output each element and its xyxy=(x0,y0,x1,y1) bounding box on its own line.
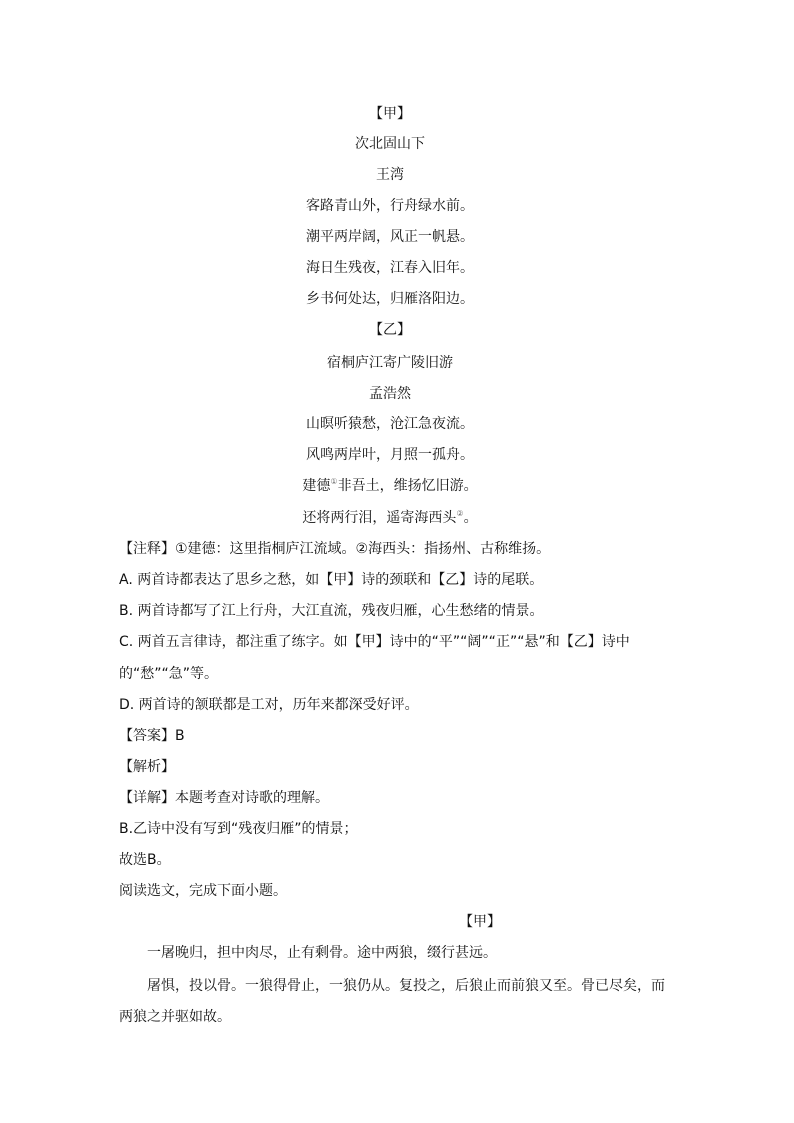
poem-a-title: 次北固山下 xyxy=(355,136,425,152)
reading-instruction: 阅读选文，完成下面小题。 xyxy=(119,883,287,899)
poem-b-line4-post: 。 xyxy=(463,510,478,526)
passage-paragraph-2: 屠惧，投以骨。一狼得骨止，一狼仍从。复投之，后狼止而前狼又至。骨已尽矣，而 xyxy=(147,978,665,994)
answer: 【答案】B xyxy=(119,728,185,744)
poem-b-tag: 【乙】 xyxy=(369,322,411,338)
poem-b-line3-pre: 建德 xyxy=(302,478,331,494)
poem-a-tag: 【甲】 xyxy=(369,106,411,122)
poem-a-line: 客路青山外，行舟绿水前。 xyxy=(306,198,474,214)
poem-a-line: 乡书何处达，归雁洛阳边。 xyxy=(306,291,474,307)
poem-b-line: 山暝听猿愁，沧江急夜流。 xyxy=(306,416,474,432)
poem-b-author: 孟浩然 xyxy=(369,386,411,402)
passage-paragraph-2-continued: 两狼之并驱如故。 xyxy=(119,1009,231,1025)
poem-b-line xyxy=(220,508,560,528)
passage-paragraph-1: 一屠晚归，担中肉尽，止有剩骨。途中两狼，缀行甚远。 xyxy=(147,945,497,961)
detail-text: 【详解】本题考查对诗歌的理解。 xyxy=(119,790,329,806)
option-a: A. 两首诗都表达了思乡之愁，如【甲】诗的颈联和【乙】诗的尾联。 xyxy=(119,572,544,588)
analysis-heading: 【解析】 xyxy=(119,759,175,775)
passage-tag: 【甲】 xyxy=(459,914,501,930)
poem-b-line: 风鸣两岸叶，月照一孤舟。 xyxy=(306,447,474,463)
poem-a-author: 王湾 xyxy=(376,167,404,183)
option-c-continued: 的“愁”“急”等。 xyxy=(119,666,219,682)
poem-b-line3-post: 非吾土，维扬忆旧游。 xyxy=(337,478,478,494)
poem-a-line: 海日生残夜，江春入旧年。 xyxy=(306,260,474,276)
footnote-marker-2: ② xyxy=(456,509,464,518)
option-d: D. 两首诗的颔联都是工对，历年来都深受好评。 xyxy=(119,697,419,713)
option-b: B. 两首诗都写了江上行舟，大江直流，残夜归雁，心生愁绪的情景。 xyxy=(119,603,544,619)
notes: 【注释】①建德：这里指桐庐江流域。②海西头：指扬州、古称维扬。 xyxy=(119,541,551,557)
explanation-text: B.乙诗中没有写到“残夜归雁”的情景； xyxy=(119,821,358,837)
poem-b-line xyxy=(220,476,560,496)
option-c: C. 两首五言律诗，都注重了练字。如【甲】诗中的“平”“阔”“正”“悬”和【乙】诗中 xyxy=(119,634,630,650)
conclusion-text: 故选B。 xyxy=(119,852,171,868)
poem-a-line: 潮平两岸阔，风正一帆悬。 xyxy=(306,229,474,245)
footnote-marker-1: ① xyxy=(330,477,338,486)
poem-b-line4-pre: 还将两行泪，遥寄海西头 xyxy=(302,510,457,526)
poem-b-title: 宿桐庐江寄广陵旧游 xyxy=(327,355,453,371)
